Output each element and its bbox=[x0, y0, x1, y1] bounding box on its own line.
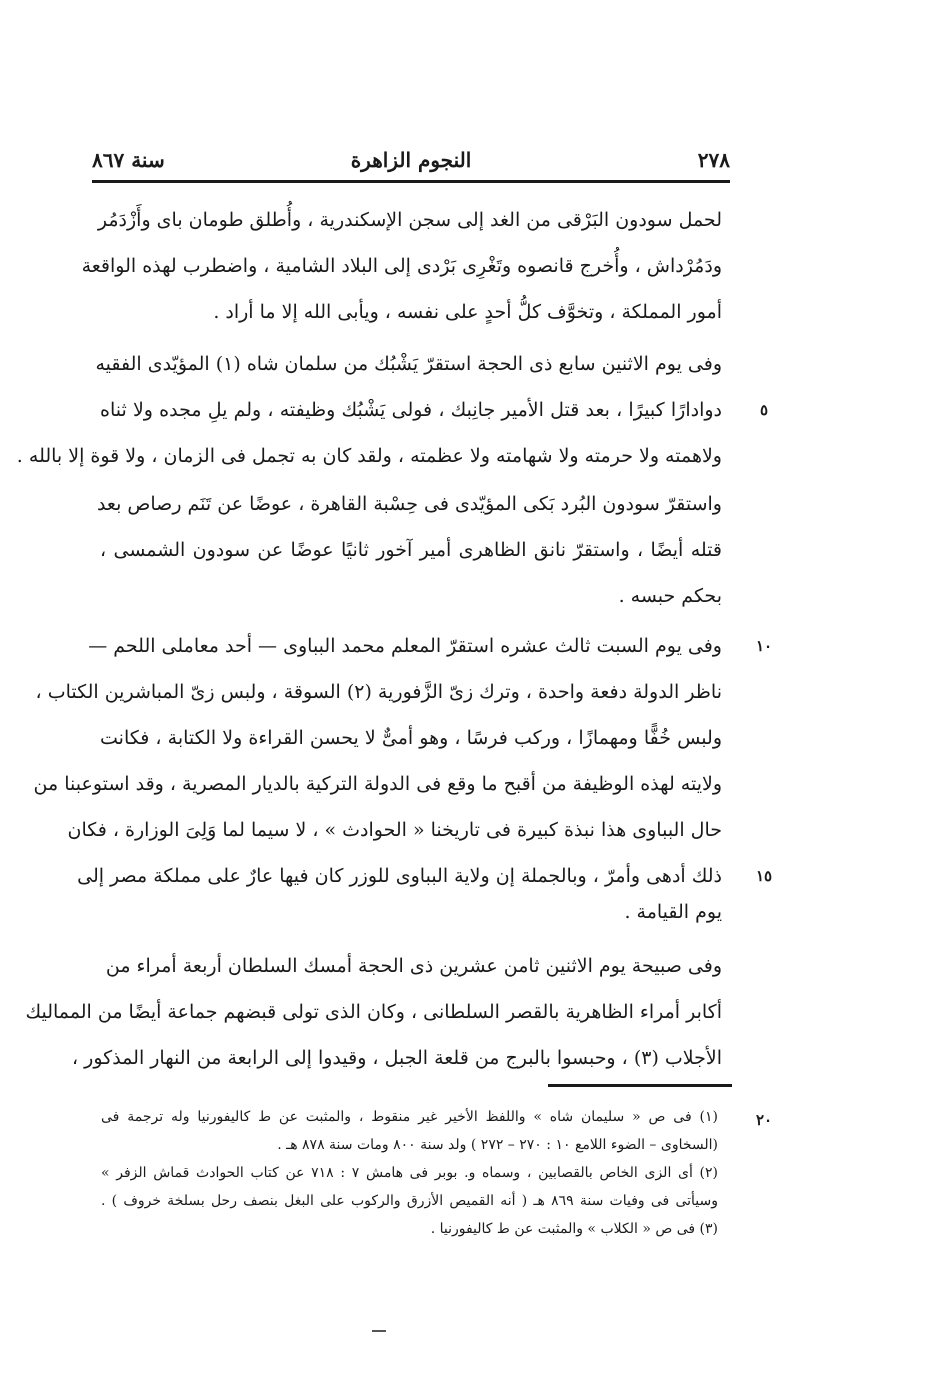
text-line: بحكم حبسه . bbox=[618, 585, 722, 607]
text-line: ولاهمته ولا حرمته ولا شهامته ولا عظمته ، ولقد كان به تجمل فى الزمان ، ولا قوة إلا بالله . bbox=[16, 445, 722, 467]
text-line: وفى يوم الاثنين سابع ذى الحجة استقرّ يَشْبُك من سلمان شاه (١) المؤيّدى الفقيه bbox=[95, 353, 722, 375]
footnote-line: (السخاوى – الضوء اللامع ١٠ : ٢٧٠ – ٢٧٢ ) ولد سنة ٨٠٠ ومات سنة ٨٧٨ هـ . bbox=[277, 1137, 718, 1153]
text-line: قتله أيضًا ، واستقرّ نانق الظاهرى أمير آخور ثانيًا عوضًا عن سودون الشمسى ، bbox=[100, 539, 722, 561]
text-line: ولبس خُفًّا ومهمازًا ، وركب فرسًا ، وهو أمىٌّ لا يحسن القراءة ولا الكتابة ، فكانت bbox=[100, 727, 722, 749]
footnote-line: (٣) فى ص « الكلاب » والمثبت عن ط كاليفورنيا . bbox=[430, 1221, 718, 1237]
page-number: ٢٧٨ bbox=[697, 148, 730, 172]
running-header bbox=[92, 140, 730, 180]
text-line: ناظر الدولة دفعة واحدة ، وترك زىّ الزَّفورية (٢) السوقة ، ولبس زىّ المباشرين الكتاب ، bbox=[35, 681, 722, 703]
text-line: ودَمُرْداش ، وأُخرج قانصوه وتَغْرِى بَرْدى إلى البلاد الشامية ، واضطرب لهذه الواقعة bbox=[81, 255, 722, 277]
text-line: أكابر أمراء الظاهرية بالقصر السلطانى ، وكان الذى تولى قبضهم جماعة أيضًا من المماليك bbox=[25, 1001, 722, 1023]
text-line: يوم القيامة . bbox=[624, 901, 722, 923]
line-number-marker: ١٥ bbox=[755, 867, 773, 885]
text-line: لحمل سودون البَرْقى من الغد إلى سجن الإسكندرية ، وأُطلق طومان باى وأَزْدَمُر bbox=[97, 209, 722, 231]
footnote-line: وسيأتى فى وفيات سنة ٨٦٩ هـ ( أنه القميص الأزرق والركوب على البغل بنصف رحل بسلخة خروف ) . bbox=[101, 1193, 718, 1209]
text-line: ذلك أدهى وأمرّ ، وبالجملة إن ولاية البباوى للوزر كان فيها عارٌ على مملكة مصر إلى bbox=[77, 865, 722, 887]
line-number-marker: ٥ bbox=[759, 401, 769, 419]
text-line: دوادارًا كبيرًا ، بعد قتل الأمير جانِبك ، فولى يَشْبُك وظيفته ، ولم يلِ مجده ولا ثناه bbox=[100, 399, 722, 421]
text-line: ولايته لهذه الوظيفة من أقبح ما وقع فى الدولة التركية بالديار المصرية ، وقد استوعبنا من bbox=[33, 773, 722, 795]
footnote-line: (١) فى ص « سليمان شاه » واللفظ الأخير غير منقوط ، والمثبت عن ط كاليفورنيا وله ترجمة فى bbox=[101, 1109, 718, 1125]
book-title: النجوم الزاهرة bbox=[350, 148, 472, 172]
footnote-line: (٢) أى الزى الخاص بالقصابين ، وسماه و. بوبر فى هامش ٧ : ٧١٨ عن كتاب الحوادث قماش الزفر » bbox=[101, 1165, 719, 1181]
page-bottom-mark bbox=[372, 1330, 386, 1332]
line-number-marker: ١٠ bbox=[755, 637, 773, 655]
text-line: الأجلاب (٣) ، وحبسوا بالبرج من قلعة الجبل ، وقيدوا إلى الرابعة من النهار المذكور ، bbox=[71, 1047, 722, 1069]
line-number-marker: ٢٠ bbox=[755, 1111, 773, 1129]
text-line: واستقرّ سودون البُرد بَكى المؤيّدى فى حِسْبة القاهرة ، عوضًا عن تَنَم رصاص بعد bbox=[96, 493, 722, 515]
footnote-rule bbox=[548, 1084, 732, 1087]
text-line: وفى يوم السبت ثالث عشره استقرّ المعلم محمد البباوى — أحد معاملى اللحم — bbox=[88, 635, 722, 657]
header-rule bbox=[92, 180, 730, 183]
text-line: أمور المملكة ، وتخوَّف كلُّ أحدٍ على نفسه ، ويأبى الله إلا ما أراد . bbox=[213, 301, 722, 323]
year-heading: سنة ٨٦٧ bbox=[92, 148, 165, 172]
text-line: وفى صبيحة يوم الاثنين ثامن عشرين ذى الحجة أمسك السلطان أربعة أمراء من bbox=[105, 955, 722, 977]
text-line: حال البباوى هذا نبذة كبيرة فى تاريخنا « الحوادث » ، لا سيما لما وَلِىَ الوزارة ، فكان bbox=[67, 819, 722, 841]
